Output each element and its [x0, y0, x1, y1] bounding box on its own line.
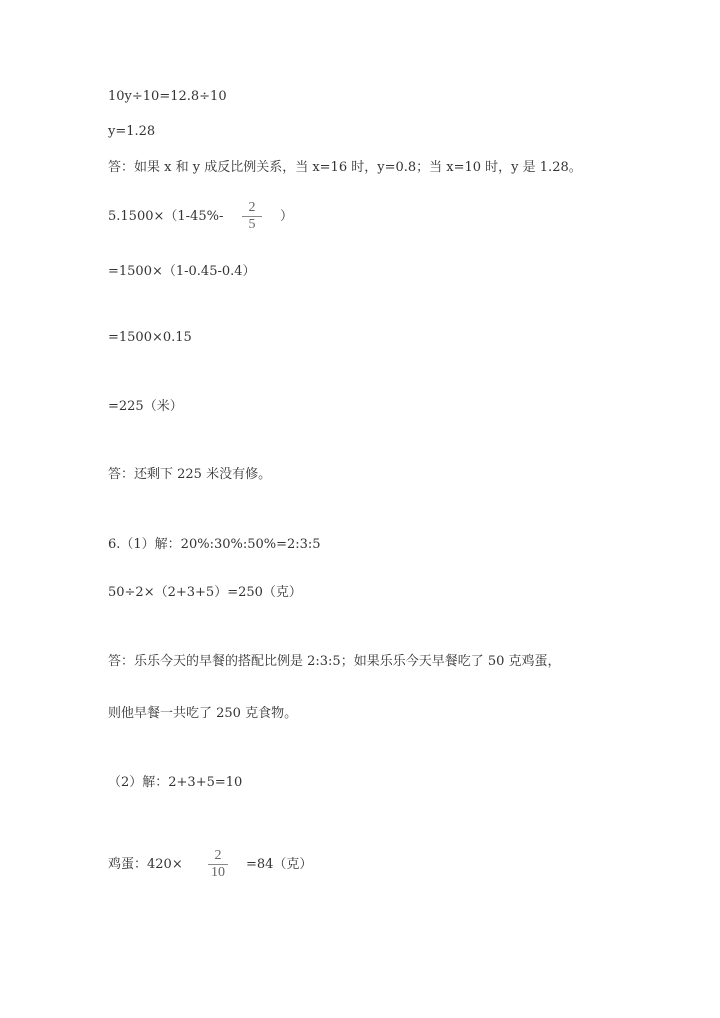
problem-6-line: 6.（1）解：20%:30%:50%=2:3:5: [108, 537, 321, 552]
egg-line: [108, 857, 183, 873]
answer-line-1: 答：如果 x 和 y 成反比例关系，当 x=16 时，y=0.8；当 x=10 时，y 是 1.28。: [108, 160, 582, 175]
step-line-2: =1500×0.15: [108, 330, 192, 345]
egg-line-result: =84（克）: [246, 857, 313, 872]
step-line-1: =1500×（1-0.45-0.4）: [108, 264, 256, 279]
fraction-denominator: 5: [248, 217, 256, 232]
equation-line-2: y=1.28: [108, 124, 156, 139]
problem-5-line: [108, 209, 223, 225]
problem-6-part-2: （2）解：2+3+5=10: [108, 775, 243, 790]
problem-5-text: 5.1500×（1-45%-: [108, 209, 224, 224]
answer-line-3-cont: 则他早餐一共吃了 250 克食物。: [108, 706, 298, 721]
fraction-numerator: 2: [214, 848, 222, 863]
fraction-numerator: 2: [248, 200, 256, 215]
step-line-4: 50÷2×（2+3+5）=250（克）: [108, 585, 302, 600]
equation-line-1: 10y÷10=12.8÷10: [108, 89, 227, 104]
step-line-3: =225（米）: [108, 399, 183, 414]
answer-line-3: 答：乐乐今天的早餐的搭配比例是 2:3:5；如果乐乐今天早餐吃了 50 克鸡蛋，: [108, 654, 561, 669]
problem-5-close: ）: [280, 209, 294, 224]
answer-line-2: 答：还剩下 225 米没有修。: [108, 467, 272, 482]
fraction-2-5: [240, 201, 264, 232]
egg-line-text: 鸡蛋：420×: [108, 857, 183, 872]
fraction-denominator: 10: [211, 865, 225, 880]
fraction-2-10: [206, 849, 230, 880]
